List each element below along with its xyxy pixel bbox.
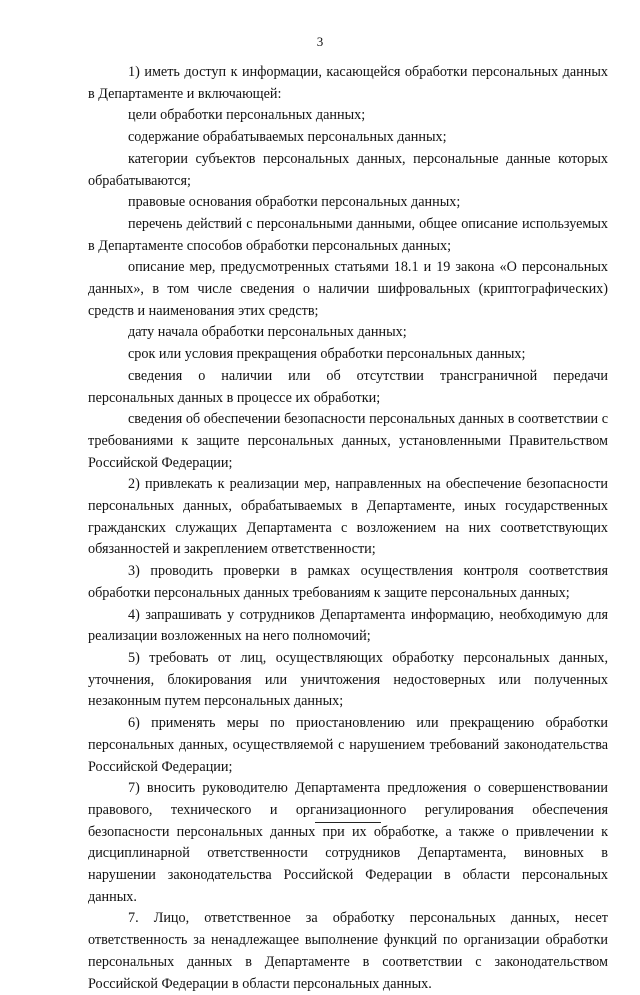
paragraph-measures: описание мер, предусмотренных статьями 18.1 и 19 закона «О персональных данных», в том числе сведения о наличии шифровальных (криптографических) средств и наименования этих средств;: [88, 259, 608, 319]
paragraph-right-4: 4) запрашивать у сотрудников Департамента информацию, необходимую для реализации возложенных на него полномочий;: [88, 606, 608, 645]
paragraph-right-3: 3) проводить проверки в рамках осуществления контроля соответствия обработки персональных данных требованиям к защите персональных данных;: [88, 563, 608, 601]
paragraph-right-7: 7) вносить руководителю Департамента предложения о совершенствовании правового, технического и организационного регулирования обеспечения безопасности персональных данных при их обработке, а также о привлечении к дисциплинарной ответственности сотрудников Департамента, виновных в нарушении законодательства Российской Федерации в области персональных данных.: [88, 780, 608, 905]
paragraph-categories: категории субъектов персональных данных, персональные данные которых обрабатываются;: [88, 150, 608, 189]
paragraph-cross-border: сведения о наличии или об отсутствии трансграничной передачи персональных данных в процессе их обработки;: [88, 367, 608, 406]
paragraph-right-1: 1) иметь доступ к информации, касающейся обработки персональных данных в Департаменте и включающей:: [88, 64, 608, 102]
paragraph-right-2: 2) привлекать к реализации мер, направленных на обеспечение безопасности персональных данных, обрабатываемых в Департаменте, иных государственных гражданских служащих Департамента с возложением на них соответствующих обязанностей и закреплением ответственности;: [88, 476, 608, 558]
paragraph-security-info: сведения об обеспечении безопасности персональных данных в соответствии с требованиями к защите персональных данных, установленными Правительством Российской Федерации;: [88, 411, 608, 471]
paragraph-section-7: 7. Лицо, ответственное за обработку персональных данных, несет ответственность за ненадлежащее выполнение функций по организации обработки персональных данных в Департаменте в соответствии с законодательством Российской Федерации в области персональных данных.: [88, 910, 608, 992]
paragraph-legal-grounds: правовые основания обработки персональных данных;: [128, 194, 461, 211]
paragraph-start-date: дату начала обработки персональных данных;: [128, 324, 407, 341]
paragraph-right-5: 5) требовать от лиц, осуществляющих обработку персональных данных, уточнения, блокирования или уничтожения недостоверных или полученных незаконным путем персональных данных;: [88, 649, 608, 710]
end-divider: [315, 822, 381, 823]
page-number: 3: [316, 34, 324, 49]
paragraph-actions-list: перечень действий с персональными данными, общее описание используемых в Департаменте способов обработки персональных данных;: [88, 215, 608, 254]
paragraph-purposes: цели обработки персональных данных;: [128, 107, 366, 124]
paragraph-termination: срок или условия прекращения обработки персональных данных;: [128, 346, 526, 363]
paragraph-right-6: 6) применять меры по приостановлению или прекращению обработки персональных данных, осуществляемой с нарушением требований законодательства Российской Федерации;: [88, 715, 608, 775]
document-body: [88, 62, 608, 995]
paragraph-content: содержание обрабатываемых персональных данных;: [128, 129, 447, 146]
